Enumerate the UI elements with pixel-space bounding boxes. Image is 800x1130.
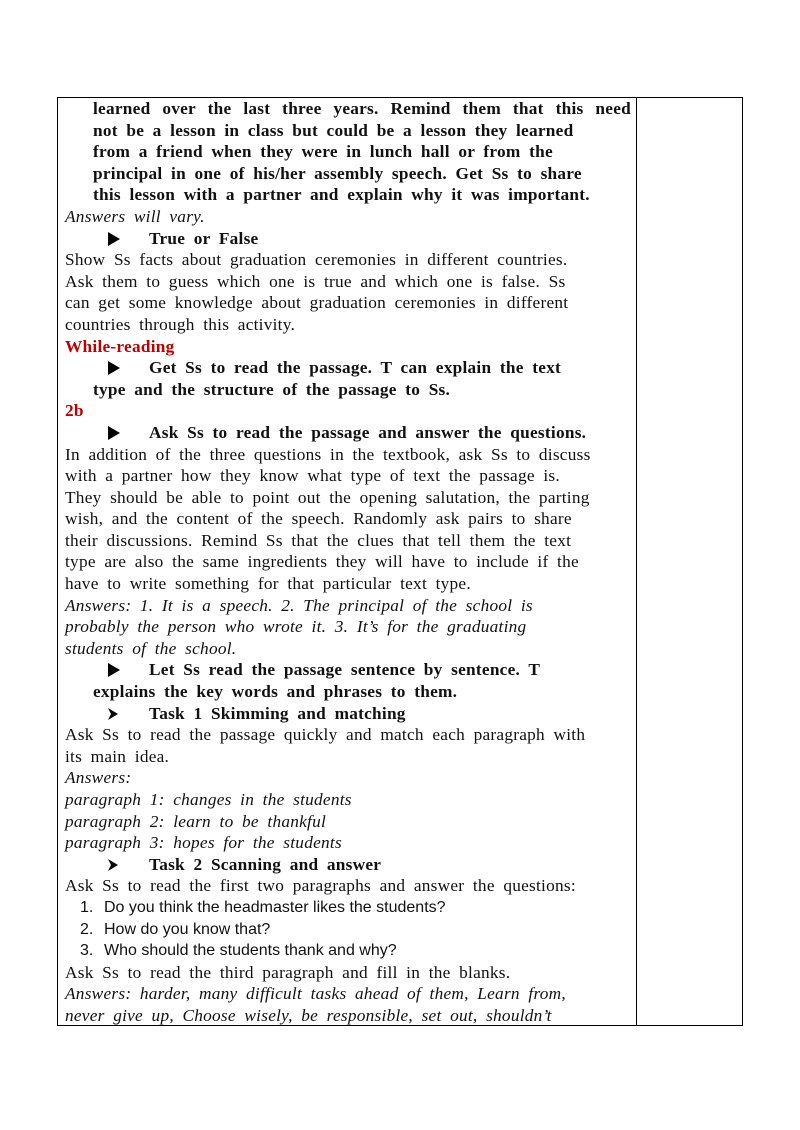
body-line: Ask Ss to read the passage quickly and match each paragraph with bbox=[65, 725, 586, 745]
body-line: They should be able to point out the opening salutation, the parting bbox=[65, 487, 590, 507]
answers-line: paragraph 2: learn to be thankful bbox=[65, 811, 327, 831]
arrow-bullet-icon bbox=[108, 426, 120, 440]
intro-line: this lesson with a partner and explain why it was important. bbox=[93, 185, 590, 205]
question-item: 1. Do you think the headmaster likes the students? bbox=[80, 898, 446, 916]
let-ss-line: Let Ss read the passage sentence by sentence. T bbox=[65, 659, 631, 681]
answers-line: Answers: 1. It is a speech. 2. The principal of the school is bbox=[65, 595, 533, 615]
task1-heading: Task 1 Skimming and matching bbox=[65, 703, 631, 725]
body-line: can get some knowledge about graduation ceremonies in different bbox=[65, 293, 569, 313]
body-line: countries through this activity. bbox=[65, 314, 296, 334]
arrow-bullet-icon bbox=[108, 361, 120, 375]
answers-line: students of the school. bbox=[65, 638, 237, 658]
body-line: type are also the same ingredients they will have to include if the bbox=[65, 552, 579, 572]
get-ss-line: Get Ss to read the passage. T can explain the text bbox=[65, 357, 631, 379]
intro-line: principal in one of his/her assembly speech. Get Ss to share bbox=[93, 163, 582, 183]
ask-ss-heading: Ask Ss to read the passage and answer the questions. bbox=[65, 422, 631, 444]
lesson-table bbox=[57, 97, 743, 1026]
body-line: with a partner how they know what type of text the passage is. bbox=[65, 466, 560, 486]
body-line: have to write something for that particular text type. bbox=[65, 574, 471, 594]
intro-line: from a friend when they were in lunch hall or from the bbox=[93, 142, 553, 162]
intro-line: not be a lesson in class but could be a lesson they learned bbox=[93, 120, 574, 140]
body-line: Ask Ss to read the third paragraph and fill in the blanks. bbox=[65, 962, 511, 982]
section-heading-while-reading: While-reading bbox=[65, 336, 175, 356]
arrow-bullet-icon bbox=[108, 859, 118, 871]
intro-line: learned over the last three years. Remind them that this need bbox=[93, 99, 631, 118]
task2-heading: Task 2 Scanning and answer bbox=[65, 854, 631, 876]
section-heading-2b: 2b bbox=[65, 401, 84, 421]
answers-line: never give up, Choose wisely, be responsible, set out, shouldn’t bbox=[65, 1005, 552, 1025]
answers-line: Answers: bbox=[65, 768, 132, 788]
body-line: wish, and the content of the speech. Randomly ask pairs to share bbox=[65, 509, 572, 529]
true-false-heading: True or False bbox=[65, 228, 631, 250]
body-line: its main idea. bbox=[65, 746, 170, 766]
body-line: Ask Ss to read the first two paragraphs and answer the questions: bbox=[65, 876, 576, 896]
let-ss-line: explains the key words and phrases to them. bbox=[93, 682, 458, 702]
answers-line: paragraph 1: changes in the students bbox=[65, 790, 352, 809]
body-line: Show Ss facts about graduation ceremonies in different countries. bbox=[65, 250, 568, 270]
question-item: 3. Who should the students thank and why? bbox=[80, 942, 397, 960]
answers-line: paragraph 3: hopes for the students bbox=[65, 833, 342, 853]
answers-line: Answers: harder, many difficult tasks ahead of them, Learn from, bbox=[65, 984, 566, 1004]
column-divider bbox=[636, 98, 637, 1025]
body-line: Ask them to guess which one is true and which one is false. Ss bbox=[65, 271, 566, 291]
lesson-content-cell bbox=[65, 98, 631, 1027]
arrow-bullet-icon bbox=[108, 708, 118, 720]
question-item: 2. How do you know that? bbox=[80, 920, 271, 938]
answers-note: Answers will vary. bbox=[65, 206, 205, 226]
get-ss-line: type and the structure of the passage to Ss. bbox=[93, 379, 451, 399]
arrow-bullet-icon bbox=[108, 663, 120, 677]
answers-line: probably the person who wrote it. 3. It’s for the graduating bbox=[65, 617, 527, 637]
arrow-bullet-icon bbox=[108, 232, 120, 246]
body-line: In addition of the three questions in the textbook, ask Ss to discuss bbox=[65, 444, 591, 464]
body-line: their discussions. Remind Ss that the clues that tell them the text bbox=[65, 530, 572, 550]
